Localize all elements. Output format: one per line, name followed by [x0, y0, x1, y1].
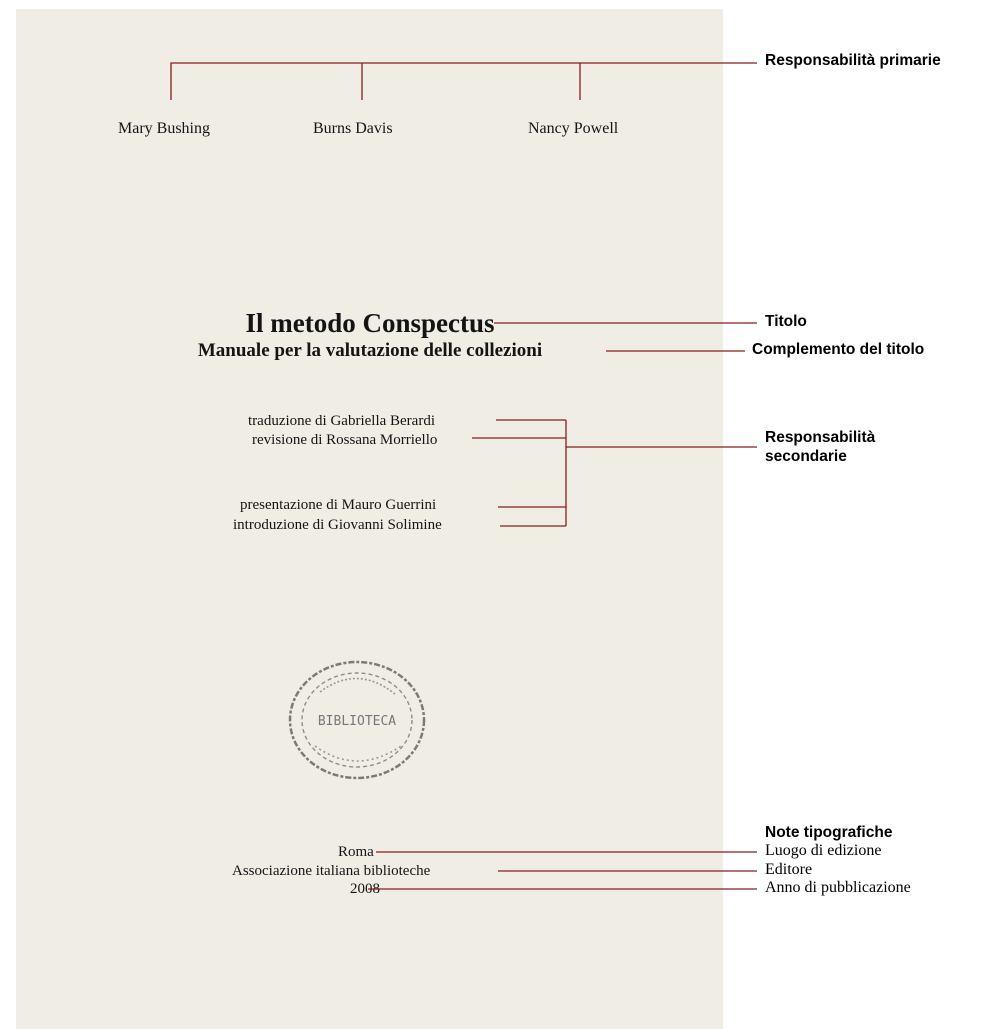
leader-primary [171, 63, 757, 100]
pub-year: 2008 [350, 881, 380, 897]
book-subtitle: Manuale per la valutazione delle collezioni [197, 340, 543, 361]
pub-publisher: Associazione italiana biblioteche [232, 863, 431, 879]
annotation-secondary-1: Responsabilità [765, 429, 876, 446]
annotation-secondary-2: secondarie [765, 448, 847, 465]
annotation-subtitle: Complemento del titolo [752, 341, 925, 358]
credit-presentation: presentazione di Mauro Guerrini [240, 497, 437, 513]
credit-introduction: introduzione di Giovanni Solimine [233, 517, 442, 533]
annotation-title: Titolo [765, 313, 807, 330]
stamp-label: BIBLIOTECA [317, 714, 397, 729]
annotation-place: Luogo di edizione [765, 842, 882, 859]
author-2: Burns Davis [313, 120, 393, 137]
pub-place: Roma [338, 844, 374, 860]
annotation-notes-heading: Note tipografiche [765, 824, 893, 841]
annotation-year: Anno di pubblicazione [765, 879, 911, 896]
author-1: Mary Bushing [118, 120, 210, 137]
book-title: Il metodo Conspectus [245, 308, 495, 338]
credit-translation: traduzione di Gabriella Berardi [248, 413, 436, 429]
author-3: Nancy Powell [528, 120, 619, 137]
annotation-primary: Responsabilità primarie [765, 52, 941, 69]
credit-revision: revisione di Rossana Morriello [252, 432, 438, 448]
annotation-publisher: Editore [765, 861, 813, 878]
